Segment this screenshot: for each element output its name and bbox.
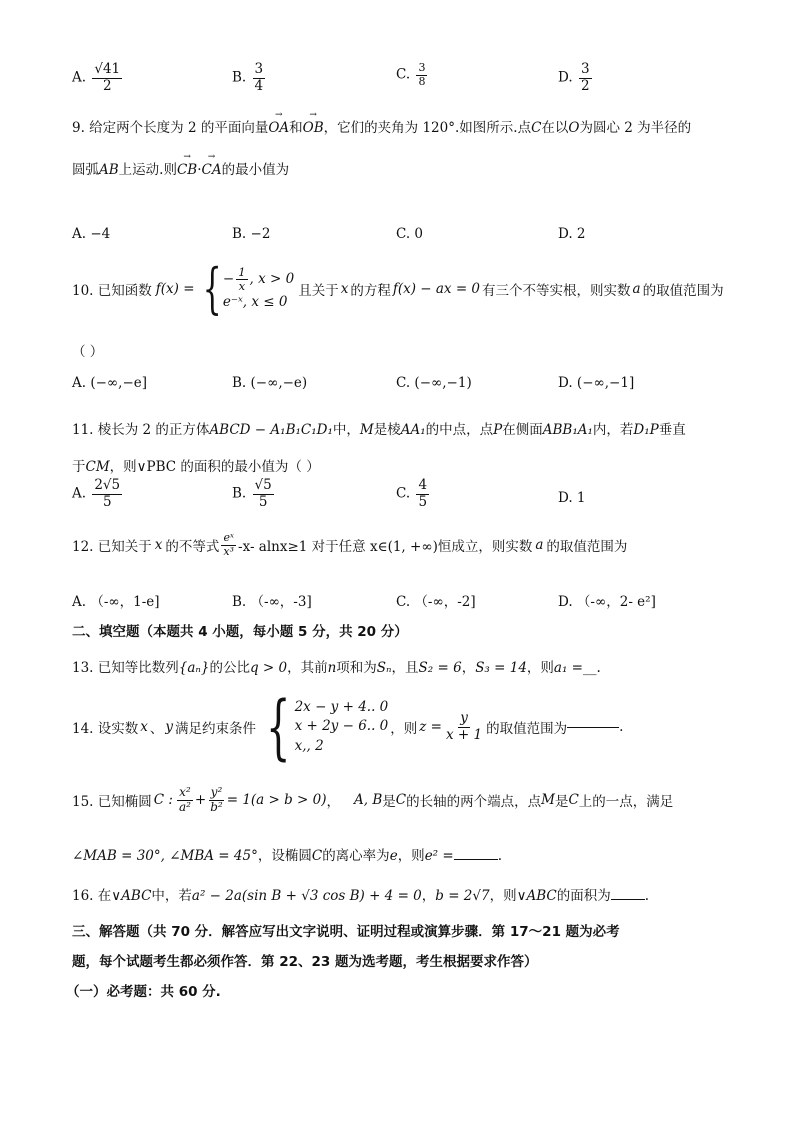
constraint-system — [256, 686, 389, 768]
num: y² — [210, 784, 223, 799]
q12-option-d: D. （-∞，2- e²] — [558, 594, 656, 610]
math: z = — [419, 719, 442, 735]
math: n — [327, 660, 337, 676]
num: x² — [179, 784, 191, 799]
denominator: 2 — [102, 77, 112, 94]
text: 项和为 — [336, 660, 377, 676]
text: 13. 已知等比数列 — [72, 660, 179, 676]
q10-option-c: C. (−∞,−1) — [396, 375, 472, 391]
denominator: 4 — [254, 77, 264, 94]
text: ， — [461, 660, 476, 676]
text: 12. 已知关于 — [72, 539, 152, 556]
math: ABCD − A₁B₁C₁D₁ — [209, 422, 333, 438]
q11-line-1 — [72, 418, 732, 438]
den: 5 — [418, 493, 428, 510]
text: + — [194, 792, 207, 808]
text: 的最小值为 — [221, 162, 290, 178]
text: 的方程 — [350, 283, 391, 299]
text: 的面积为 — [556, 888, 611, 904]
text: __. — [583, 660, 601, 676]
text: 的中点，点 — [425, 422, 494, 438]
text: -x- alnx≥1 对于任意 x∈(1, +∞)恒成立，则实数 — [238, 539, 533, 556]
text: 14. 设实数 — [72, 721, 139, 737]
text: 是棱 — [373, 422, 401, 438]
text: 是 — [382, 794, 396, 810]
math: P — [493, 422, 503, 438]
text: 圆弧 — [72, 162, 99, 178]
text: ，设椭圆 — [257, 848, 312, 864]
text: 中， — [332, 422, 360, 438]
num: 2√5 — [94, 477, 121, 493]
text: ，它们的夹角为 120°.如图所示.点 — [323, 120, 532, 136]
q15-line-1 — [72, 780, 732, 820]
text: 内，若 — [592, 422, 634, 438]
num: y — [460, 709, 468, 726]
math: a₁ = — [553, 660, 583, 676]
text: 为圆心 2 为半径的 — [579, 120, 692, 136]
fraction — [208, 786, 225, 815]
math: a — [535, 537, 544, 554]
answer-blank[interactable] — [567, 727, 619, 728]
text: 有三个不等实根，则实数 — [482, 283, 631, 299]
math: f(x) = — [155, 281, 195, 297]
text: ，其前 — [287, 660, 328, 676]
denominator: 2 — [580, 77, 590, 94]
numerator: 3 — [254, 61, 264, 77]
text: 的取值范围为 — [546, 539, 628, 556]
math: AA₁ — [400, 422, 426, 438]
left-brace: { — [202, 257, 222, 320]
math: f(x) − ax = 0 — [392, 281, 481, 297]
text: x + 2y − 6.. 0 — [294, 718, 389, 735]
math: S₂ = 6 — [418, 660, 462, 676]
math: C — [568, 792, 579, 808]
text: 上运动.则 — [118, 162, 177, 178]
answer-blank[interactable] — [454, 859, 498, 860]
q15-line-2 — [72, 844, 732, 864]
den: 5 — [102, 493, 112, 510]
math: q > 0 — [249, 660, 288, 676]
q8-option-b — [232, 62, 267, 94]
math: a² − 2a(sin B + √3 cos B) + 4 = 0 — [191, 888, 422, 904]
left-brace: { — [266, 686, 291, 768]
num: 1 — [238, 264, 246, 279]
q8-option-d — [558, 62, 594, 94]
q10-option-d: D. (−∞,−1] — [558, 375, 635, 391]
math: e² = — [424, 848, 454, 864]
vector-ca: → CA — [202, 162, 222, 178]
q10-option-a: A. (−∞,−e] — [72, 375, 148, 391]
numerator: 3 — [580, 61, 590, 77]
line — [223, 266, 294, 293]
math: D₁P — [633, 422, 659, 438]
sys-lines — [223, 266, 294, 313]
den: x + 1 — [445, 726, 483, 743]
text: 11. 棱长为 2 的正方体 — [72, 422, 210, 438]
vector-cb: → CB — [177, 162, 197, 178]
text: 15. 已知椭圆 — [72, 794, 152, 810]
den: a² — [178, 799, 191, 814]
text: , x > 0 — [249, 270, 295, 287]
text: 的离心率为 — [322, 848, 390, 864]
q11-option-a — [72, 478, 124, 510]
num: eˣ — [223, 531, 234, 544]
den: b² — [210, 799, 223, 814]
math: b = 2√7 — [435, 888, 490, 904]
q9-option-b: B. −2 — [232, 226, 271, 242]
subsection-heading-required: （一）必考题：共 60 分. — [66, 984, 221, 1000]
text: 垂直 — [658, 422, 686, 438]
fraction — [579, 62, 592, 94]
den: 5 — [258, 493, 268, 510]
q16-line — [72, 884, 732, 904]
math: M — [541, 792, 555, 808]
text: . — [619, 719, 624, 735]
text: ，则 — [397, 848, 425, 864]
text: 的长轴的两个端点，点 — [406, 794, 542, 810]
q10-option-b: B. (−∞,−e) — [232, 375, 308, 391]
q12-option-a: A. （-∞，1-e] — [72, 594, 160, 610]
math: C : — [153, 792, 173, 808]
text: − — [222, 270, 235, 287]
q11-option-d: D. 1 — [558, 490, 586, 506]
fraction — [92, 62, 122, 94]
text: 10. 已知函数 — [72, 283, 152, 299]
num: √5 — [254, 477, 272, 493]
option-label: D. — [558, 69, 573, 86]
fraction — [92, 478, 122, 510]
text: ，且 — [391, 660, 419, 676]
section-heading-answer-line-1: 三、解答题（共 70 分．解答应写出文字说明、证明过程或演算步骤．第 17～21 题为必考 — [72, 924, 620, 940]
math: ∠MAB = 30°, ∠MBA = 45° — [72, 848, 258, 864]
q11-option-b — [232, 478, 276, 510]
q8-option-c — [396, 62, 429, 88]
text: 、 — [149, 721, 164, 737]
fraction — [444, 711, 484, 743]
q8-option-a — [72, 62, 124, 94]
text: ， — [421, 888, 436, 904]
text: ，则∨PBC 的面积的最小值为（ ） — [109, 459, 320, 475]
fraction — [253, 62, 266, 94]
q11-option-c — [396, 478, 431, 510]
fraction — [177, 786, 193, 815]
q9-option-a: A. −4 — [72, 226, 111, 242]
math: O — [568, 120, 580, 136]
fraction — [416, 478, 429, 510]
section-heading-answer-line-2: 题，每个试题考生都必须作答．第 22、23 题为选考题，考生根据要求作答） — [72, 954, 538, 970]
math: C — [395, 792, 407, 808]
q9-line-1 — [72, 116, 732, 136]
q9-option-d: D. 2 — [558, 226, 586, 242]
text: . — [497, 848, 502, 864]
text: e⁻ˣ, x ≤ 0 — [222, 293, 288, 310]
text: 和 — [289, 120, 303, 136]
num: 4 — [418, 477, 428, 493]
q13-line — [72, 656, 732, 676]
q10-answer-paren: （ ） — [72, 344, 104, 360]
text: · — [197, 162, 202, 178]
math: C — [311, 848, 323, 864]
answer-blank[interactable] — [611, 899, 645, 900]
fraction — [416, 62, 427, 88]
math: M — [359, 422, 374, 438]
q12-option-c: C. （-∞，-2] — [396, 594, 476, 610]
text: 在以 — [541, 120, 569, 136]
math: AB — [99, 162, 119, 178]
math: a — [632, 281, 641, 297]
sys-lines — [295, 698, 389, 757]
fraction — [221, 532, 236, 558]
text: 的取值范围为 — [486, 721, 568, 737]
text: . — [644, 888, 650, 904]
q10-line-1 — [72, 258, 732, 320]
text: 上的一点，满足 — [578, 794, 674, 810]
den: x — [238, 278, 246, 293]
text: A. — [72, 485, 87, 502]
piecewise-system — [195, 257, 295, 320]
denominator: 8 — [418, 74, 426, 88]
math: A, B — [354, 792, 383, 808]
q12-option-b: B. （-∞，-3] — [232, 594, 312, 610]
text: 且关于 — [298, 283, 339, 299]
text: 16. 在 — [72, 888, 112, 904]
text: 的不等式 — [165, 539, 220, 556]
numerator: 3 — [418, 61, 426, 74]
section-heading-fill-in: 二、填空题（本题共 4 小题，每小题 5 分，共 20 分） — [72, 624, 408, 640]
text: 是 — [554, 794, 569, 810]
text: 中，若 — [151, 888, 192, 904]
math: x — [340, 281, 349, 297]
q12-line — [72, 532, 732, 558]
option-label: B. — [232, 69, 247, 86]
option-label: C. — [396, 66, 411, 83]
text: 于 — [72, 459, 86, 475]
fraction — [253, 478, 274, 510]
numerator: √41 — [94, 61, 121, 77]
text: 满足约束条件 — [175, 721, 257, 737]
math: y — [165, 719, 174, 735]
vector-oa: → OA — [268, 120, 289, 136]
q9-option-c: C. 0 — [396, 226, 424, 242]
math: x — [154, 537, 163, 554]
option-label: A. — [72, 69, 87, 86]
text: B. — [232, 485, 247, 502]
text: 的公比 — [209, 660, 250, 676]
math: ∨ABC — [111, 888, 152, 904]
math: ∨ABC — [516, 888, 557, 904]
math: C — [531, 120, 542, 136]
text: C. — [396, 485, 411, 502]
math: Sₙ — [376, 660, 392, 676]
math: = 1(a > b > 0) — [226, 792, 327, 808]
q14-line — [72, 688, 732, 766]
text: ，则 — [390, 721, 418, 737]
text: 在侧面 — [502, 422, 543, 438]
math: ABB₁A₁ — [542, 422, 593, 438]
math: CM — [85, 459, 110, 475]
den: x³ — [223, 544, 235, 558]
text: 的取值范围为 — [642, 283, 724, 299]
q11-line-2 — [72, 455, 732, 475]
text: ， — [326, 794, 341, 810]
q9-line-2 — [72, 158, 732, 178]
fraction — [236, 266, 247, 293]
text: x,, 2 — [294, 737, 324, 754]
vector-ob: → OB — [303, 120, 324, 136]
math: S₃ = 14 — [475, 660, 527, 676]
text: ，则 — [526, 660, 554, 676]
math: e — [389, 848, 398, 864]
text: 2x − y + 4.. 0 — [294, 698, 389, 715]
math: x — [140, 719, 148, 735]
math: {aₙ} — [178, 660, 210, 676]
text: 9. 给定两个长度为 2 的平面向量 — [72, 120, 269, 136]
text: ，则 — [489, 888, 517, 904]
